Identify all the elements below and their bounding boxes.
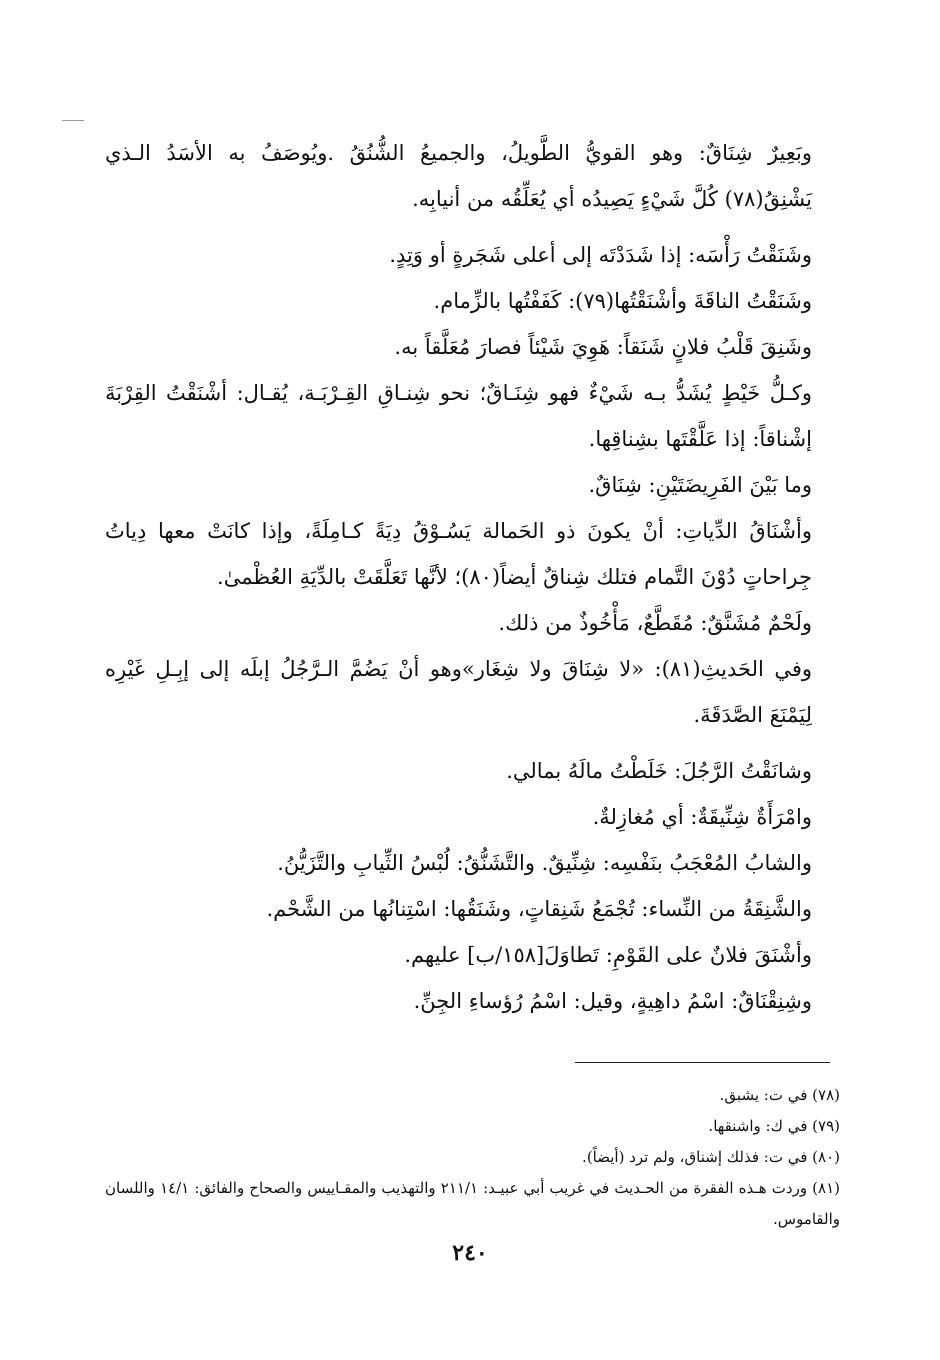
paragraph: وشِنِقْنَاقٌ: اسْمُ داهِيةٍ، وقيل: اسْمُ رُؤساءِ الجِنِّ. bbox=[413, 989, 812, 1013]
paragraph: وشانَقْتُ الرَّجُلَ: خَلَطْتُ مالَهُ بمالي. bbox=[506, 759, 812, 783]
page-number: ٢٤٠ bbox=[452, 1240, 488, 1266]
paragraph: والشابُ المُعْجَبُ بنَفْسِه: شِنِّيقٌ. والتَّشَنُّقُ: لُبْسُ الثِّيابِ والتَّزَيُّنُ. bbox=[277, 851, 812, 875]
paragraph: وشَنَقْتُ الناقَةَ وأشْنَقْتُها(٧٩): كَفَفْتُها بالزِّمام. bbox=[433, 289, 812, 313]
footnote: (٨٠) في ت: فذلك إشناق، ولم ترد (أيضاً). bbox=[582, 1148, 840, 1166]
paragraph: والشَّنِقَةُ من النِّساء: تُجْمَعُ شَنِقاتٍ، وشَنَقُها: اسْتِنانُها من الشَّحْم. bbox=[266, 897, 812, 921]
paragraph: وما بَيْنَ الفَرِيضَتَيْنِ: شِنَاقٌ. bbox=[588, 473, 812, 497]
paragraph: وبَعِيرٌ شِنَاقٌ: وهو القويُّ الطَّويلُ، والجميعُ الشُّنُقُ .ويُوصَفُ به الأسَدُ الـذي يَشْنِقُ(٧٨) كُلَّ شَيْءٍ يَصِيدُه أي يُعَلِّقُه من أنيابِه. bbox=[105, 141, 812, 211]
paragraph: وشَنَقْتُ رَأْسَه: إذا شَدَدْتَه إلى أعلى شَجَرةٍ أو وَتِدٍ. bbox=[389, 243, 812, 267]
paragraph: وفي الحَديثِ(٨١): «لا شِنَاقَ ولا شِغَار»وهو أنْ يَضُمَّ الـرَّجُلُ إبلَه إلى إبِـلِ غَيْرِه لِيَمْنَعَ الصَّدَقَةَ. bbox=[105, 657, 812, 727]
paragraph: وأشْنَقَ فلانٌ على القَوْمِ: تَطاوَلَ[١٥٨/ب] عليهم. bbox=[404, 943, 812, 967]
main-text bbox=[105, 130, 840, 1024]
footnote-separator bbox=[575, 1062, 830, 1063]
footnote: (٨١) وردت هـذه الفقرة من الحـديث في غريب أبي عبيـد: ٢١١/١ والتهذيب والمقـاييس والصحاح والفائق: ١٤/١ واللسان والقاموس. bbox=[105, 1179, 841, 1228]
footnote: (٧٨) في ت: يشبق. bbox=[719, 1086, 840, 1104]
paragraph: وأشْنَاقُ الدِّياتِ: أنْ يكونَ ذو الحَمالة يَسُـوْقُ دِيَةً كـامِلَةً، وإذا كانَتْ معها دِياتُ جِراحاتٍ دُوْنَ التَّمام فتلك شِناقٌ أيضاً(٨٠)؛ لأنَّها تَعَلَّقَتْ بالدِّيَةِ العُظْمىٰ. bbox=[105, 519, 812, 589]
paragraph: ولَحْمٌ مُشَنَّقٌ: مُقَطَّعٌ، مَأْخُوذٌ من ذلك. bbox=[498, 611, 812, 635]
footnote: (٧٩) في ك: واشنقها. bbox=[708, 1117, 840, 1135]
paragraph: وكـلُّ خَيْطٍ يُشَدُّ بـه شَيْءٌ فهو شِنَـاقٌ؛ نحو شِنـاقِ القِـرْبَـة، يُقـال: أشْنَقْتُ القِرْبَةَ إشْناقاً: إذا عَلَّقْتَها بشِناقِها. bbox=[105, 381, 812, 451]
paragraph: وامْرَأَةٌ شِنِّيقَةٌ: أي مُغازِلةٌ. bbox=[592, 805, 812, 829]
margin-mark bbox=[62, 120, 84, 121]
paragraph: وشَنِقَ قَلْبُ فلانٍ شَنَقاً: هَوِيَ شَيْئاً فصارَ مُعَلَّقاً به. bbox=[394, 335, 812, 359]
footnotes bbox=[105, 1080, 840, 1235]
